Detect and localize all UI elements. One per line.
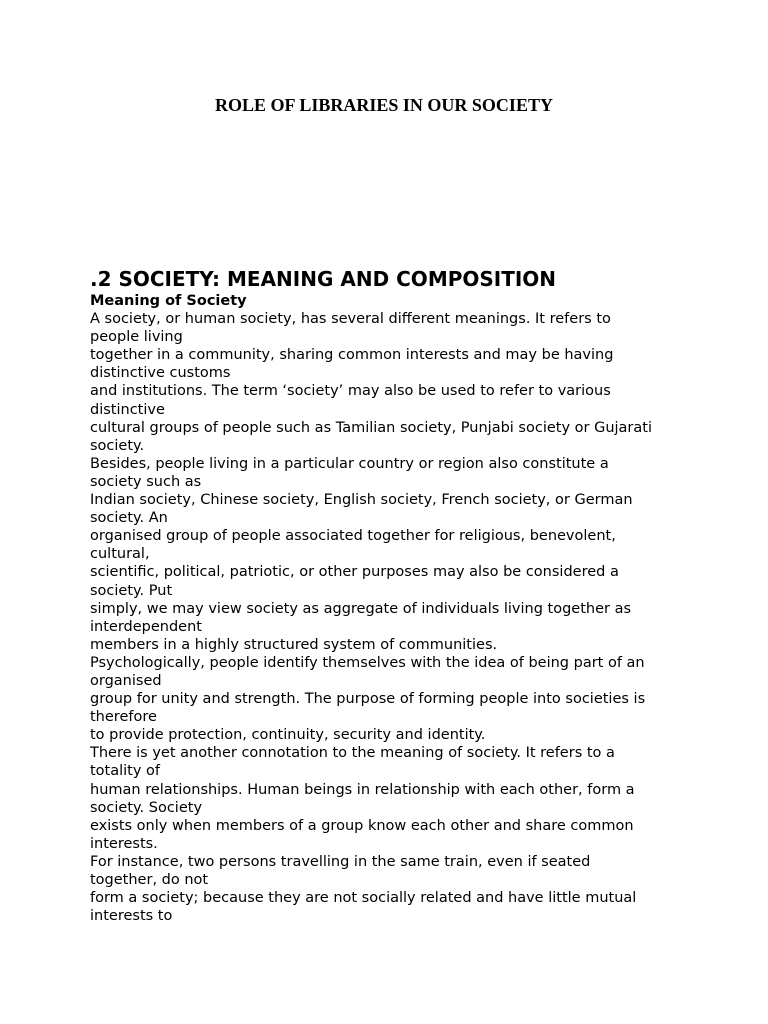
- document-title: ROLE OF LIBRARIES IN OUR SOCIETY: [215, 95, 553, 115]
- text-line: members in a highly structured system of communities.: [90, 636, 498, 653]
- text-line: For instance, two persons travelling in the same train, even if seated: [90, 853, 591, 870]
- text-line: simply, we may view society as aggregate of individuals living together as: [90, 600, 632, 617]
- text-line: interests to: [90, 908, 173, 925]
- text-line: to provide protection, continuity, security and identity.: [90, 727, 486, 744]
- text-line: There is yet another connotation to the meaning of society. It refers to a: [90, 745, 615, 762]
- section-heading: .2 SOCIETY: MEANING AND COMPOSITION: [90, 267, 557, 291]
- text-line: and institutions. The term ‘society’ may also be used to refer to various: [90, 383, 611, 400]
- text-line: people living: [90, 329, 183, 346]
- text-line: Indian society, Chinese society, English society, French society, or German: [90, 492, 633, 509]
- text-line: form a society; because they are not socially related and have little mutual: [90, 890, 637, 907]
- text-line: Psychologically, people identify themselves with the idea of being part of an: [90, 654, 645, 671]
- text-line: group for unity and strength. The purpose of forming people into societies is: [90, 691, 646, 708]
- text-line: A society, or human society, has several different meanings. It refers to: [90, 311, 611, 328]
- text-line: organised: [90, 672, 162, 689]
- text-line: distinctive customs: [90, 365, 231, 382]
- sub-heading: Meaning of Society: [90, 293, 247, 309]
- text-line: society. An: [90, 510, 168, 527]
- text-line: totality of: [90, 763, 161, 780]
- text-line: therefore: [90, 709, 157, 726]
- paragraph-lines: [90, 310, 690, 925]
- text-line: together in a community, sharing common interests and may be having: [90, 347, 614, 364]
- text-line: society such as: [90, 473, 202, 490]
- text-line: society. Society: [90, 799, 203, 816]
- text-line: together, do not: [90, 872, 209, 888]
- text-line: Besides, people living in a particular country or region also constitute a: [90, 455, 609, 472]
- text-line: interdependent: [90, 618, 202, 635]
- text-line: organised group of people associated together for religious, benevolent,: [90, 528, 616, 545]
- text-line: cultural,: [90, 546, 150, 563]
- text-line: human relationships. Human beings in relationship with each other, form a: [90, 781, 635, 798]
- text-line: society. Put: [90, 582, 173, 599]
- text-line: society.: [90, 437, 145, 454]
- document-body: [90, 266, 690, 925]
- text-line: scientific, political, patriotic, or other purposes may also be considered a: [90, 564, 619, 581]
- text-line: exists only when members of a group know each other and share common: [90, 817, 634, 834]
- text-line: cultural groups of people such as Tamilian society, Punjabi society or Gujarati: [90, 419, 652, 436]
- text-line: distinctive: [90, 401, 165, 418]
- text-line: interests.: [90, 835, 158, 852]
